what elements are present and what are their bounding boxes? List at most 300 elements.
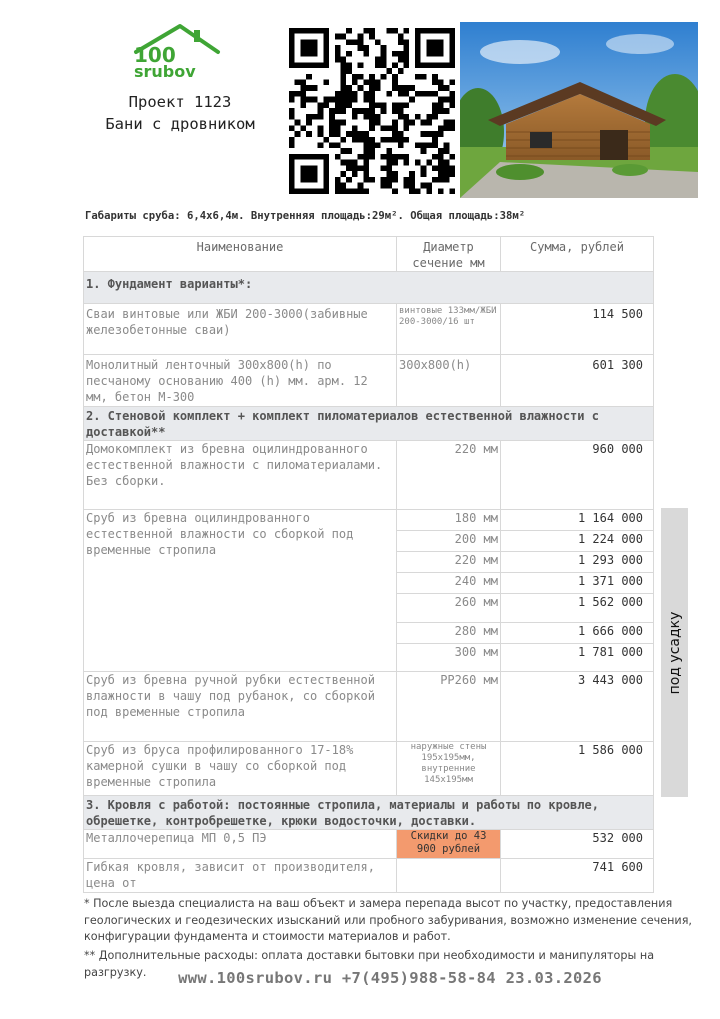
qr-module <box>415 188 421 194</box>
qr-module <box>289 62 295 68</box>
qr-module <box>300 85 306 91</box>
qr-module <box>432 39 438 45</box>
qr-module <box>392 125 398 131</box>
qr-module <box>323 137 329 143</box>
qr-module <box>426 62 432 68</box>
qr-module <box>289 34 295 40</box>
qr-module <box>415 57 421 63</box>
qr-module <box>329 108 335 114</box>
qr-module <box>386 165 392 171</box>
qr-module <box>386 91 392 97</box>
qr-module <box>346 165 352 171</box>
qr-module <box>318 114 324 120</box>
qr-module <box>449 91 455 97</box>
qr-module <box>421 183 427 189</box>
qr-module <box>381 154 387 160</box>
qr-module <box>415 34 421 40</box>
qr-module <box>318 142 324 148</box>
qr-module <box>392 137 398 143</box>
qr-module <box>323 39 329 45</box>
qr-module <box>392 160 398 166</box>
qr-module <box>449 57 455 63</box>
qr-module <box>363 91 369 97</box>
project-title <box>60 91 300 135</box>
qr-module <box>358 154 364 160</box>
qr-module <box>323 97 329 103</box>
qr-module <box>300 171 306 177</box>
qr-module <box>398 39 404 45</box>
qr-module <box>381 125 387 131</box>
qr-module <box>449 102 455 108</box>
qr-module <box>352 108 358 114</box>
qr-module <box>398 142 404 148</box>
qr-module <box>341 97 347 103</box>
qr-module <box>392 177 398 183</box>
qr-module <box>403 85 409 91</box>
row-diameter: наружные стены 195х195мм, внутренние 145х195мм <box>397 742 501 796</box>
qr-module <box>363 137 369 143</box>
qr-module <box>369 154 375 160</box>
qr-module <box>363 108 369 114</box>
table-row <box>84 830 654 859</box>
qr-module <box>289 108 295 114</box>
qr-module <box>346 160 352 166</box>
qr-module <box>312 39 318 45</box>
qr-module <box>426 114 432 120</box>
header-sum: Сумма, рублей <box>501 237 654 272</box>
qr-module <box>358 39 364 45</box>
qr-module <box>415 62 421 68</box>
qr-module <box>403 154 409 160</box>
qr-module <box>438 39 444 45</box>
qr-module <box>289 160 295 166</box>
qr-module <box>346 177 352 183</box>
project-number: Проект 1123 <box>128 93 232 111</box>
qr-module <box>358 137 364 143</box>
qr-module <box>398 137 404 143</box>
qr-module <box>346 85 352 91</box>
qr-module <box>300 102 306 108</box>
qr-module <box>335 183 341 189</box>
qr-module <box>386 68 392 74</box>
row-sum: 532 000 <box>501 830 654 859</box>
qr-module <box>375 114 381 120</box>
qr-module <box>369 148 375 154</box>
qr-module <box>341 57 347 63</box>
section-roof-title: 3. Кровля с работой: постоянные стропила, материалы и работы по кровле, обрешетке, контробрешетке, крюки водосточки, доставки. <box>84 796 654 830</box>
qr-module <box>426 183 432 189</box>
qr-module <box>369 108 375 114</box>
row-sum: 741 600 <box>501 859 654 893</box>
qr-module <box>432 51 438 57</box>
qr-module <box>358 34 364 40</box>
qr-module <box>375 39 381 45</box>
row-sum: 1 164 000 <box>501 510 654 531</box>
qr-module <box>352 171 358 177</box>
qr-module <box>409 120 415 126</box>
qr-module <box>289 51 295 57</box>
qr-module <box>358 183 364 189</box>
qr-module <box>312 177 318 183</box>
qr-module <box>432 154 438 160</box>
qr-module <box>421 142 427 148</box>
qr-module <box>358 85 364 91</box>
qr-module <box>415 91 421 97</box>
qr-module <box>329 142 335 148</box>
qr-module <box>289 188 295 194</box>
qr-module <box>312 154 318 160</box>
qr-module <box>341 183 347 189</box>
qr-module <box>341 68 347 74</box>
qr-module <box>438 131 444 137</box>
qr-module <box>358 165 364 171</box>
qr-module <box>346 28 352 34</box>
house-photo <box>460 22 698 198</box>
qr-module <box>449 62 455 68</box>
qr-module <box>403 62 409 68</box>
qr-module <box>289 165 295 171</box>
table-header-row <box>84 237 654 272</box>
qr-module <box>346 91 352 97</box>
qr-module <box>369 97 375 103</box>
qr-module <box>392 120 398 126</box>
qr-module <box>335 125 341 131</box>
qr-module <box>449 80 455 86</box>
qr-module <box>312 171 318 177</box>
qr-module <box>300 188 306 194</box>
qr-module <box>403 177 409 183</box>
qr-module <box>335 131 341 137</box>
qr-module <box>426 142 432 148</box>
qr-module <box>421 165 427 171</box>
qr-module <box>449 171 455 177</box>
qr-module <box>295 80 301 86</box>
qr-module <box>329 131 335 137</box>
qr-code <box>289 28 455 194</box>
row-sum: 960 000 <box>501 441 654 510</box>
qr-module <box>318 108 324 114</box>
qr-module <box>323 28 329 34</box>
qr-module <box>444 148 450 154</box>
qr-module <box>323 51 329 57</box>
qr-module <box>363 51 369 57</box>
qr-module <box>363 131 369 137</box>
qr-module <box>346 148 352 154</box>
qr-module <box>300 91 306 97</box>
row-sum: 3 443 000 <box>501 672 654 742</box>
qr-module <box>352 188 358 194</box>
row-name: Гибкая кровля, зависит от производителя, цена от <box>84 859 397 893</box>
qr-module <box>341 188 347 194</box>
qr-module <box>289 39 295 45</box>
qr-module <box>444 125 450 131</box>
row-sum: 601 300 <box>501 355 654 407</box>
qr-module <box>352 97 358 103</box>
qr-module <box>398 68 404 74</box>
qr-module <box>318 188 324 194</box>
qr-module <box>306 171 312 177</box>
qr-module <box>392 62 398 68</box>
qr-module <box>312 97 318 103</box>
table-row <box>84 859 654 893</box>
qr-module <box>449 120 455 126</box>
qr-module <box>352 165 358 171</box>
row-sum: 1 781 000 <box>501 644 654 672</box>
qr-module <box>335 51 341 57</box>
qr-module <box>329 114 335 120</box>
qr-module <box>295 154 301 160</box>
qr-module <box>426 120 432 126</box>
qr-module <box>375 57 381 63</box>
qr-module <box>289 125 295 131</box>
qr-module <box>346 62 352 68</box>
section-row <box>84 407 654 441</box>
qr-module <box>341 80 347 86</box>
qr-module <box>386 28 392 34</box>
qr-module <box>381 108 387 114</box>
row-diameter: 280 мм <box>397 623 501 644</box>
qr-module <box>449 125 455 131</box>
qr-module <box>449 154 455 160</box>
qr-module <box>295 120 301 126</box>
qr-module <box>318 131 324 137</box>
qr-module <box>381 165 387 171</box>
qr-module <box>386 154 392 160</box>
qr-module <box>444 97 450 103</box>
qr-module <box>363 171 369 177</box>
qr-module <box>449 51 455 57</box>
qr-module <box>352 125 358 131</box>
qr-module <box>403 39 409 45</box>
qr-module <box>381 102 387 108</box>
qr-module <box>323 188 329 194</box>
qr-module <box>306 74 312 80</box>
qr-module <box>438 165 444 171</box>
qr-module <box>438 188 444 194</box>
qr-module <box>346 39 352 45</box>
qr-module <box>289 91 295 97</box>
qr-module <box>415 160 421 166</box>
qr-module <box>289 137 295 143</box>
qr-module <box>386 137 392 143</box>
qr-module <box>381 57 387 63</box>
qr-module <box>329 97 335 103</box>
qr-module <box>432 177 438 183</box>
qr-module <box>426 188 432 194</box>
qr-module <box>438 102 444 108</box>
qr-module <box>449 97 455 103</box>
qr-module <box>335 102 341 108</box>
qr-module <box>341 120 347 126</box>
qr-module <box>363 97 369 103</box>
qr-module <box>300 154 306 160</box>
qr-module <box>381 62 387 68</box>
row-sum: 1 666 000 <box>501 623 654 644</box>
qr-module <box>335 34 341 40</box>
qr-module <box>323 165 329 171</box>
qr-module <box>323 57 329 63</box>
qr-module <box>312 45 318 51</box>
qr-module <box>438 28 444 34</box>
qr-module <box>403 57 409 63</box>
qr-module <box>438 85 444 91</box>
qr-module <box>352 74 358 80</box>
header-name: Наименование <box>84 237 397 272</box>
qr-module <box>392 102 398 108</box>
qr-module <box>438 80 444 86</box>
qr-module <box>363 28 369 34</box>
qr-module <box>449 165 455 171</box>
qr-module <box>306 28 312 34</box>
qr-module <box>444 120 450 126</box>
qr-module <box>323 154 329 160</box>
qr-module <box>306 120 312 126</box>
qr-module <box>289 183 295 189</box>
qr-module <box>306 177 312 183</box>
qr-module <box>403 183 409 189</box>
qr-module <box>363 142 369 148</box>
qr-module <box>289 177 295 183</box>
qr-module <box>312 62 318 68</box>
qr-module <box>352 160 358 166</box>
qr-module <box>449 188 455 194</box>
qr-module <box>335 154 341 160</box>
qr-module <box>444 62 450 68</box>
qr-module <box>438 125 444 131</box>
qr-module <box>352 91 358 97</box>
qr-module <box>369 85 375 91</box>
qr-module <box>369 137 375 143</box>
qr-module <box>409 177 415 183</box>
qr-module <box>415 28 421 34</box>
section-foundation-title: 1. Фундамент варианты*: <box>84 272 654 304</box>
qr-module <box>300 28 306 34</box>
qr-module <box>386 160 392 166</box>
qr-module <box>300 165 306 171</box>
qr-module <box>421 148 427 154</box>
qr-module <box>363 114 369 120</box>
qr-module <box>363 188 369 194</box>
qr-module <box>392 74 398 80</box>
qr-module <box>398 51 404 57</box>
qr-module <box>386 183 392 189</box>
qr-module <box>289 142 295 148</box>
qr-module <box>289 97 295 103</box>
table-row <box>84 304 654 355</box>
logo-number: 100 <box>134 43 176 67</box>
qr-module <box>335 177 341 183</box>
qr-module <box>369 120 375 126</box>
qr-module <box>386 125 392 131</box>
qr-module <box>341 137 347 143</box>
qr-module <box>421 131 427 137</box>
qr-module <box>426 160 432 166</box>
table-row <box>84 672 654 742</box>
qr-module <box>312 188 318 194</box>
qr-module <box>392 51 398 57</box>
qr-module <box>335 142 341 148</box>
row-diameter: 220 мм <box>397 552 501 573</box>
qr-module <box>369 177 375 183</box>
qr-module <box>409 85 415 91</box>
qr-module <box>403 120 409 126</box>
qr-module <box>403 51 409 57</box>
row-diameter: 300х800(h) <box>397 355 501 407</box>
qr-module <box>444 165 450 171</box>
qr-module <box>306 45 312 51</box>
qr-module <box>403 125 409 131</box>
qr-module <box>392 171 398 177</box>
qr-module <box>335 91 341 97</box>
qr-module <box>318 125 324 131</box>
qr-module <box>312 85 318 91</box>
qr-module <box>381 137 387 143</box>
qr-module <box>432 165 438 171</box>
qr-module <box>415 51 421 57</box>
qr-module <box>323 80 329 86</box>
section-walls-title: 2. Стеновой комплект + комплект пиломатериалов естественной влажности с доставкой** <box>84 407 654 441</box>
qr-module <box>358 74 364 80</box>
qr-module <box>426 91 432 97</box>
qr-module <box>306 154 312 160</box>
qr-module <box>444 28 450 34</box>
qr-module <box>323 45 329 51</box>
qr-module <box>306 97 312 103</box>
row-name: Домокомплект из бревна оцилиндрованного естественной влажности с пиломатериалами. Без сборки. <box>84 441 397 510</box>
qr-module <box>329 120 335 126</box>
qr-module <box>381 177 387 183</box>
qr-module <box>369 102 375 108</box>
qr-module <box>318 62 324 68</box>
table-row <box>84 742 654 796</box>
qr-module <box>341 85 347 91</box>
qr-module <box>352 137 358 143</box>
qr-module <box>432 74 438 80</box>
row-sum: 1 293 000 <box>501 552 654 573</box>
qr-module <box>432 108 438 114</box>
qr-module <box>346 51 352 57</box>
qr-module <box>306 51 312 57</box>
qr-module <box>318 28 324 34</box>
qr-module <box>295 91 301 97</box>
row-name: Сруб из бревна оцилиндрованного естественной влажности со сборкой под временные стропила <box>84 510 397 672</box>
qr-module <box>426 45 432 51</box>
row-sum: 1 586 000 <box>501 742 654 796</box>
qr-module <box>300 125 306 131</box>
qr-module <box>295 28 301 34</box>
qr-module <box>306 85 312 91</box>
qr-module <box>318 154 324 160</box>
qr-module <box>323 183 329 189</box>
qr-module <box>329 125 335 131</box>
qr-module <box>449 45 455 51</box>
qr-module <box>432 80 438 86</box>
qr-module <box>323 171 329 177</box>
qr-module <box>346 188 352 194</box>
qr-module <box>386 148 392 154</box>
qr-module <box>398 154 404 160</box>
table-row <box>84 441 654 510</box>
row-diameter: 240 мм <box>397 573 501 594</box>
qr-module <box>312 165 318 171</box>
qr-module <box>369 28 375 34</box>
qr-module <box>438 154 444 160</box>
qr-module <box>289 45 295 51</box>
qr-module <box>432 45 438 51</box>
qr-module <box>306 131 312 137</box>
qr-module <box>386 171 392 177</box>
qr-module <box>352 114 358 120</box>
